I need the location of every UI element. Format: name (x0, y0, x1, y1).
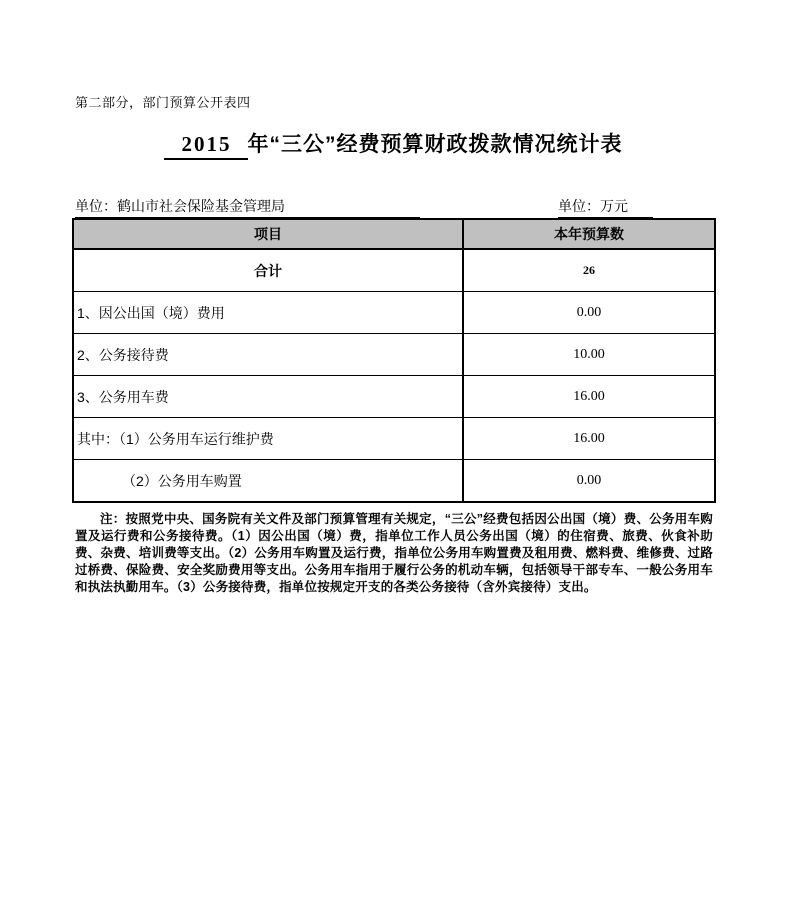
header-item: 项目 (73, 219, 463, 249)
table-row-total (73, 249, 715, 292)
unit-currency: 单位：万元 (558, 196, 653, 218)
footnote: 注：按照党中央、国务院有关文件及部门预算管理有关规定，“三公”经费包括因公出国（境）费、公务用车购置及运行费和公务接待费。（1）因公出国（境）费，指单位工作人员公务出国（境）的住宿费、旅费、伙食补助费、杂费、培训费等支出。（2）公务用车购置及运行费，指单位公务用车购置费及租用费、燃料费、维修费、过路过桥费、保险费、安全奖励费用等支出。公务用车指用于履行公务的机动车辆，包括领导干部专车、一般公务用车和执法执勤用车。（3）公务接待费，指单位按规定开支的各类公务接待（含外宾接待）支出。 (75, 512, 713, 594)
budget-table (72, 218, 716, 503)
unit-line (0, 196, 786, 216)
row-label: 合计 (73, 249, 463, 292)
table-row-vehicle (73, 376, 715, 418)
title-year-underlined: 2015 (164, 132, 248, 160)
document-title (0, 128, 786, 160)
row-label: 2、公务接待费 (73, 334, 463, 376)
row-label: （2）公务用车购置 (73, 460, 463, 503)
table-header-row (73, 219, 715, 249)
row-value: 16.00 (463, 376, 715, 418)
table-row-abroad (73, 292, 715, 334)
table-row-reception (73, 334, 715, 376)
part-label: 第二部分，部门预算公开表四 (75, 95, 251, 110)
table-row-vehicle-maintenance (73, 418, 715, 460)
row-value: 26 (463, 249, 715, 292)
row-value: 0.00 (463, 460, 715, 503)
row-value: 10.00 (463, 334, 715, 376)
title-text: 年“三公”经费预算财政拨款情况统计表 (247, 133, 623, 156)
row-label: 1、因公出国（境）费用 (73, 292, 463, 334)
row-value: 0.00 (463, 292, 715, 334)
row-label: 3、公务用车费 (73, 376, 463, 418)
row-value: 16.00 (463, 418, 715, 460)
unit-name: 单位：鹤山市社会保险基金管理局 (75, 196, 420, 218)
row-label: 其中：（1）公务用车运行维护费 (73, 418, 463, 460)
header-budget: 本年预算数 (463, 219, 715, 249)
table-row-vehicle-purchase (73, 460, 715, 503)
